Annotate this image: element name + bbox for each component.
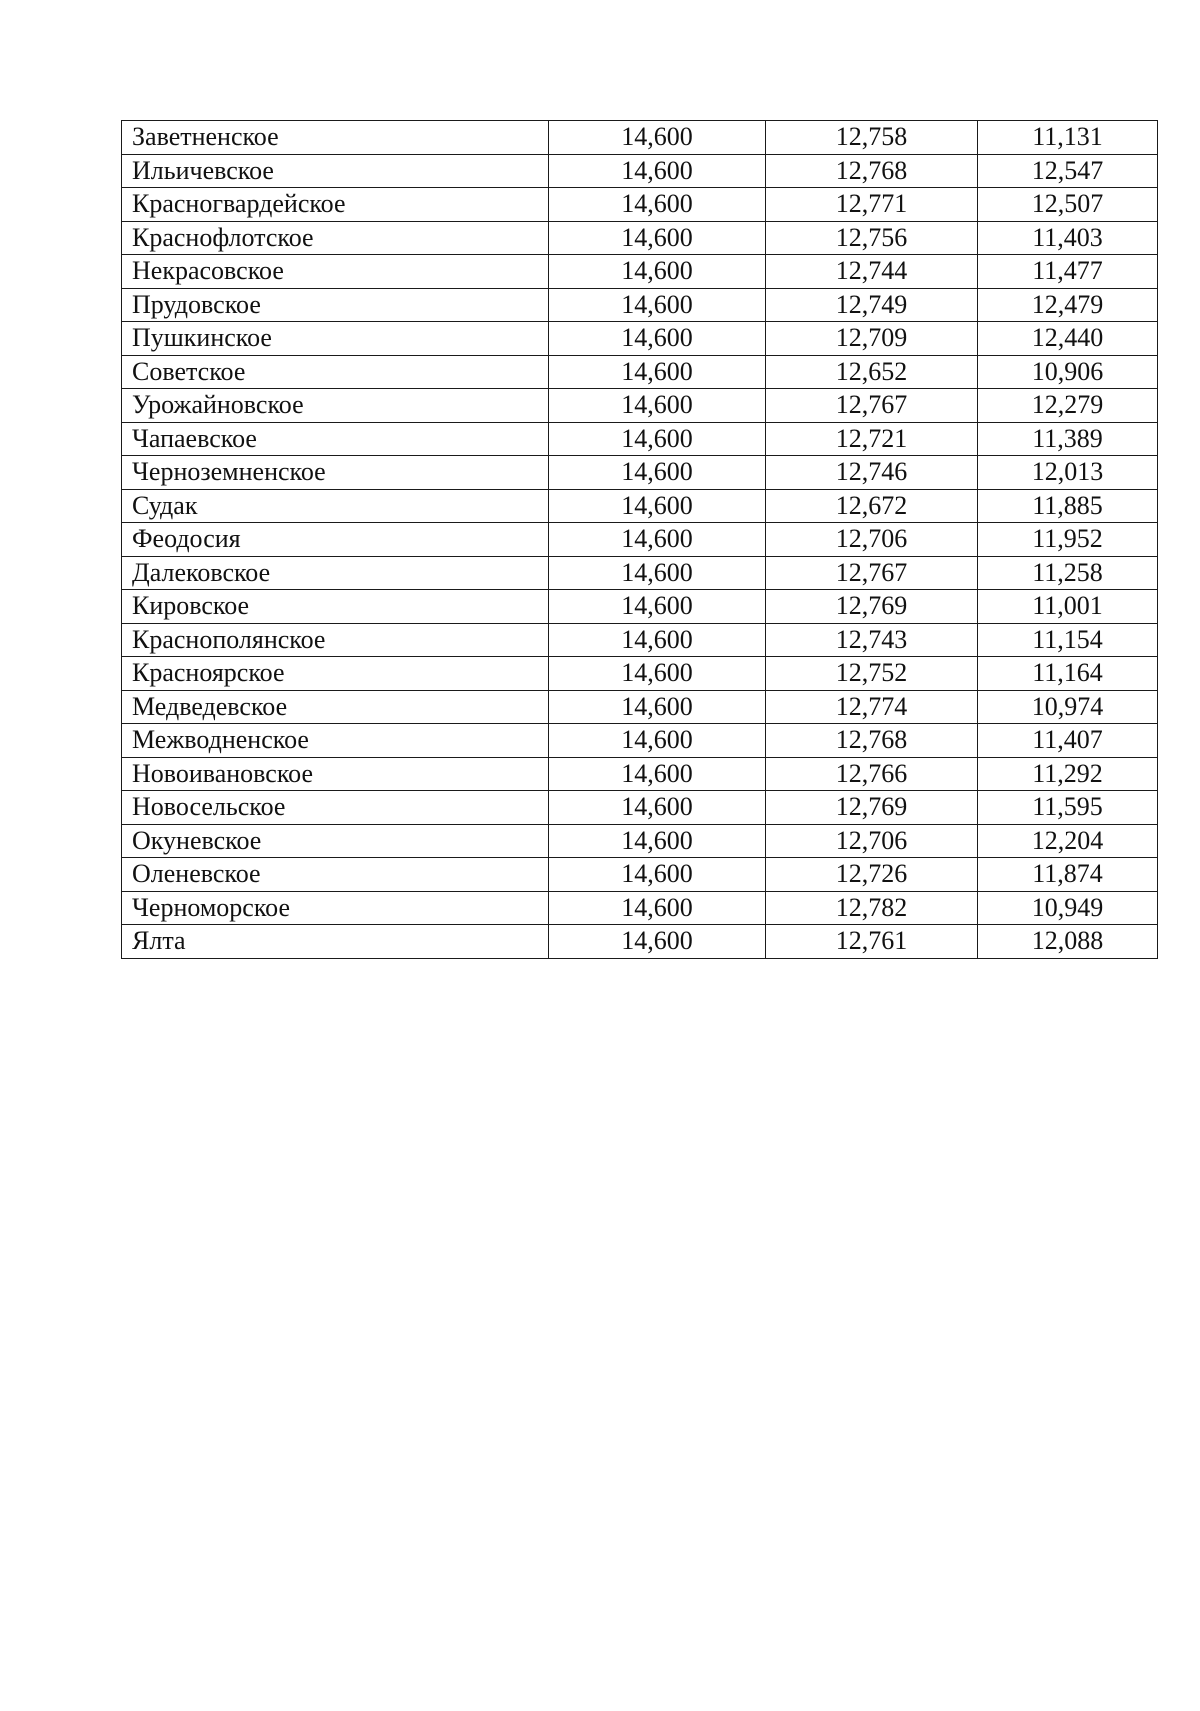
value-cell-1: 14,600	[549, 858, 766, 892]
table-row	[122, 925, 1158, 959]
value-cell-3: 11,477	[978, 255, 1158, 289]
value-cell-3: 12,279	[978, 389, 1158, 423]
value-cell-1: 14,600	[549, 925, 766, 959]
value-cell-3: 11,154	[978, 623, 1158, 657]
value-cell-1: 14,600	[549, 121, 766, 155]
settlement-name-cell: Пушкинское	[122, 322, 549, 356]
settlement-name-cell: Советское	[122, 355, 549, 389]
value-cell-2: 12,652	[766, 355, 978, 389]
settlement-name-cell: Некрасовское	[122, 255, 549, 289]
table-row	[122, 255, 1158, 289]
settlement-name-cell: Ильичевское	[122, 154, 549, 188]
value-cell-1: 14,600	[549, 188, 766, 222]
settlement-name-cell: Новосельское	[122, 791, 549, 825]
value-cell-3: 10,949	[978, 891, 1158, 925]
settlement-name-cell: Феодосия	[122, 523, 549, 557]
value-cell-1: 14,600	[549, 791, 766, 825]
table-row	[122, 422, 1158, 456]
value-cell-2: 12,769	[766, 791, 978, 825]
value-cell-3: 12,547	[978, 154, 1158, 188]
value-cell-1: 14,600	[549, 891, 766, 925]
value-cell-2: 12,743	[766, 623, 978, 657]
value-cell-2: 12,706	[766, 523, 978, 557]
settlement-name-cell: Заветненское	[122, 121, 549, 155]
value-cell-2: 12,768	[766, 724, 978, 758]
table-row	[122, 858, 1158, 892]
settlement-name-cell: Оленевское	[122, 858, 549, 892]
value-cell-2: 12,721	[766, 422, 978, 456]
value-cell-3: 11,389	[978, 422, 1158, 456]
value-cell-2: 12,758	[766, 121, 978, 155]
value-cell-1: 14,600	[549, 456, 766, 490]
value-cell-3: 10,906	[978, 355, 1158, 389]
value-cell-3: 11,001	[978, 590, 1158, 624]
value-cell-2: 12,672	[766, 489, 978, 523]
settlement-name-cell: Красногвардейское	[122, 188, 549, 222]
value-cell-3: 11,874	[978, 858, 1158, 892]
value-cell-2: 12,767	[766, 556, 978, 590]
table-row	[122, 891, 1158, 925]
table-body	[122, 121, 1158, 959]
value-cell-3: 12,204	[978, 824, 1158, 858]
table-row	[122, 690, 1158, 724]
table-row	[122, 121, 1158, 155]
value-cell-1: 14,600	[549, 757, 766, 791]
value-cell-2: 12,768	[766, 154, 978, 188]
value-cell-2: 12,782	[766, 891, 978, 925]
table-row	[122, 590, 1158, 624]
value-cell-3: 11,885	[978, 489, 1158, 523]
value-cell-2: 12,761	[766, 925, 978, 959]
table-row	[122, 389, 1158, 423]
value-cell-3: 12,507	[978, 188, 1158, 222]
settlement-name-cell: Новоивановское	[122, 757, 549, 791]
settlement-name-cell: Черноземненское	[122, 456, 549, 490]
value-cell-2: 12,749	[766, 288, 978, 322]
settlement-name-cell: Окуневское	[122, 824, 549, 858]
value-cell-3: 11,164	[978, 657, 1158, 691]
value-cell-2: 12,744	[766, 255, 978, 289]
value-cell-2: 12,766	[766, 757, 978, 791]
table-row	[122, 757, 1158, 791]
value-cell-1: 14,600	[549, 489, 766, 523]
value-cell-3: 11,407	[978, 724, 1158, 758]
value-cell-1: 14,600	[549, 322, 766, 356]
value-cell-3: 12,440	[978, 322, 1158, 356]
settlement-name-cell: Судак	[122, 489, 549, 523]
value-cell-1: 14,600	[549, 657, 766, 691]
value-cell-1: 14,600	[549, 221, 766, 255]
value-cell-2: 12,767	[766, 389, 978, 423]
value-cell-1: 14,600	[549, 690, 766, 724]
value-cell-1: 14,600	[549, 623, 766, 657]
settlement-name-cell: Красноярское	[122, 657, 549, 691]
table-row	[122, 657, 1158, 691]
table-row	[122, 154, 1158, 188]
value-cell-2: 12,746	[766, 456, 978, 490]
value-cell-3: 12,013	[978, 456, 1158, 490]
table-row	[122, 288, 1158, 322]
value-cell-3: 12,088	[978, 925, 1158, 959]
value-cell-3: 12,479	[978, 288, 1158, 322]
table-row	[122, 188, 1158, 222]
value-cell-1: 14,600	[549, 154, 766, 188]
table-row	[122, 489, 1158, 523]
settlement-name-cell: Краснофлотское	[122, 221, 549, 255]
table-row	[122, 523, 1158, 557]
value-cell-1: 14,600	[549, 556, 766, 590]
value-cell-1: 14,600	[549, 422, 766, 456]
settlement-name-cell: Далековское	[122, 556, 549, 590]
value-cell-3: 11,131	[978, 121, 1158, 155]
value-cell-1: 14,600	[549, 355, 766, 389]
data-table	[121, 120, 1158, 959]
value-cell-2: 12,769	[766, 590, 978, 624]
settlement-name-cell: Прудовское	[122, 288, 549, 322]
table-row	[122, 724, 1158, 758]
value-cell-2: 12,774	[766, 690, 978, 724]
settlement-name-cell: Урожайновское	[122, 389, 549, 423]
table-row	[122, 355, 1158, 389]
value-cell-2: 12,771	[766, 188, 978, 222]
settlement-name-cell: Медведевское	[122, 690, 549, 724]
settlement-name-cell: Кировское	[122, 590, 549, 624]
settlement-name-cell: Ялта	[122, 925, 549, 959]
value-cell-3: 11,952	[978, 523, 1158, 557]
table-row	[122, 456, 1158, 490]
value-cell-3: 11,595	[978, 791, 1158, 825]
table-row	[122, 221, 1158, 255]
settlement-name-cell: Краснополянское	[122, 623, 549, 657]
value-cell-2: 12,752	[766, 657, 978, 691]
value-cell-1: 14,600	[549, 590, 766, 624]
table-row	[122, 791, 1158, 825]
value-cell-1: 14,600	[549, 523, 766, 557]
value-cell-3: 11,292	[978, 757, 1158, 791]
settlement-name-cell: Черноморское	[122, 891, 549, 925]
settlement-name-cell: Чапаевское	[122, 422, 549, 456]
value-cell-2: 12,706	[766, 824, 978, 858]
value-cell-1: 14,600	[549, 389, 766, 423]
value-cell-1: 14,600	[549, 824, 766, 858]
value-cell-1: 14,600	[549, 255, 766, 289]
value-cell-1: 14,600	[549, 288, 766, 322]
value-cell-2: 12,726	[766, 858, 978, 892]
value-cell-3: 11,258	[978, 556, 1158, 590]
table-row	[122, 322, 1158, 356]
value-cell-3: 10,974	[978, 690, 1158, 724]
settlement-name-cell: Межводненское	[122, 724, 549, 758]
table-row	[122, 824, 1158, 858]
table-row	[122, 556, 1158, 590]
value-cell-2: 12,709	[766, 322, 978, 356]
value-cell-3: 11,403	[978, 221, 1158, 255]
table-row	[122, 623, 1158, 657]
value-cell-2: 12,756	[766, 221, 978, 255]
value-cell-1: 14,600	[549, 724, 766, 758]
